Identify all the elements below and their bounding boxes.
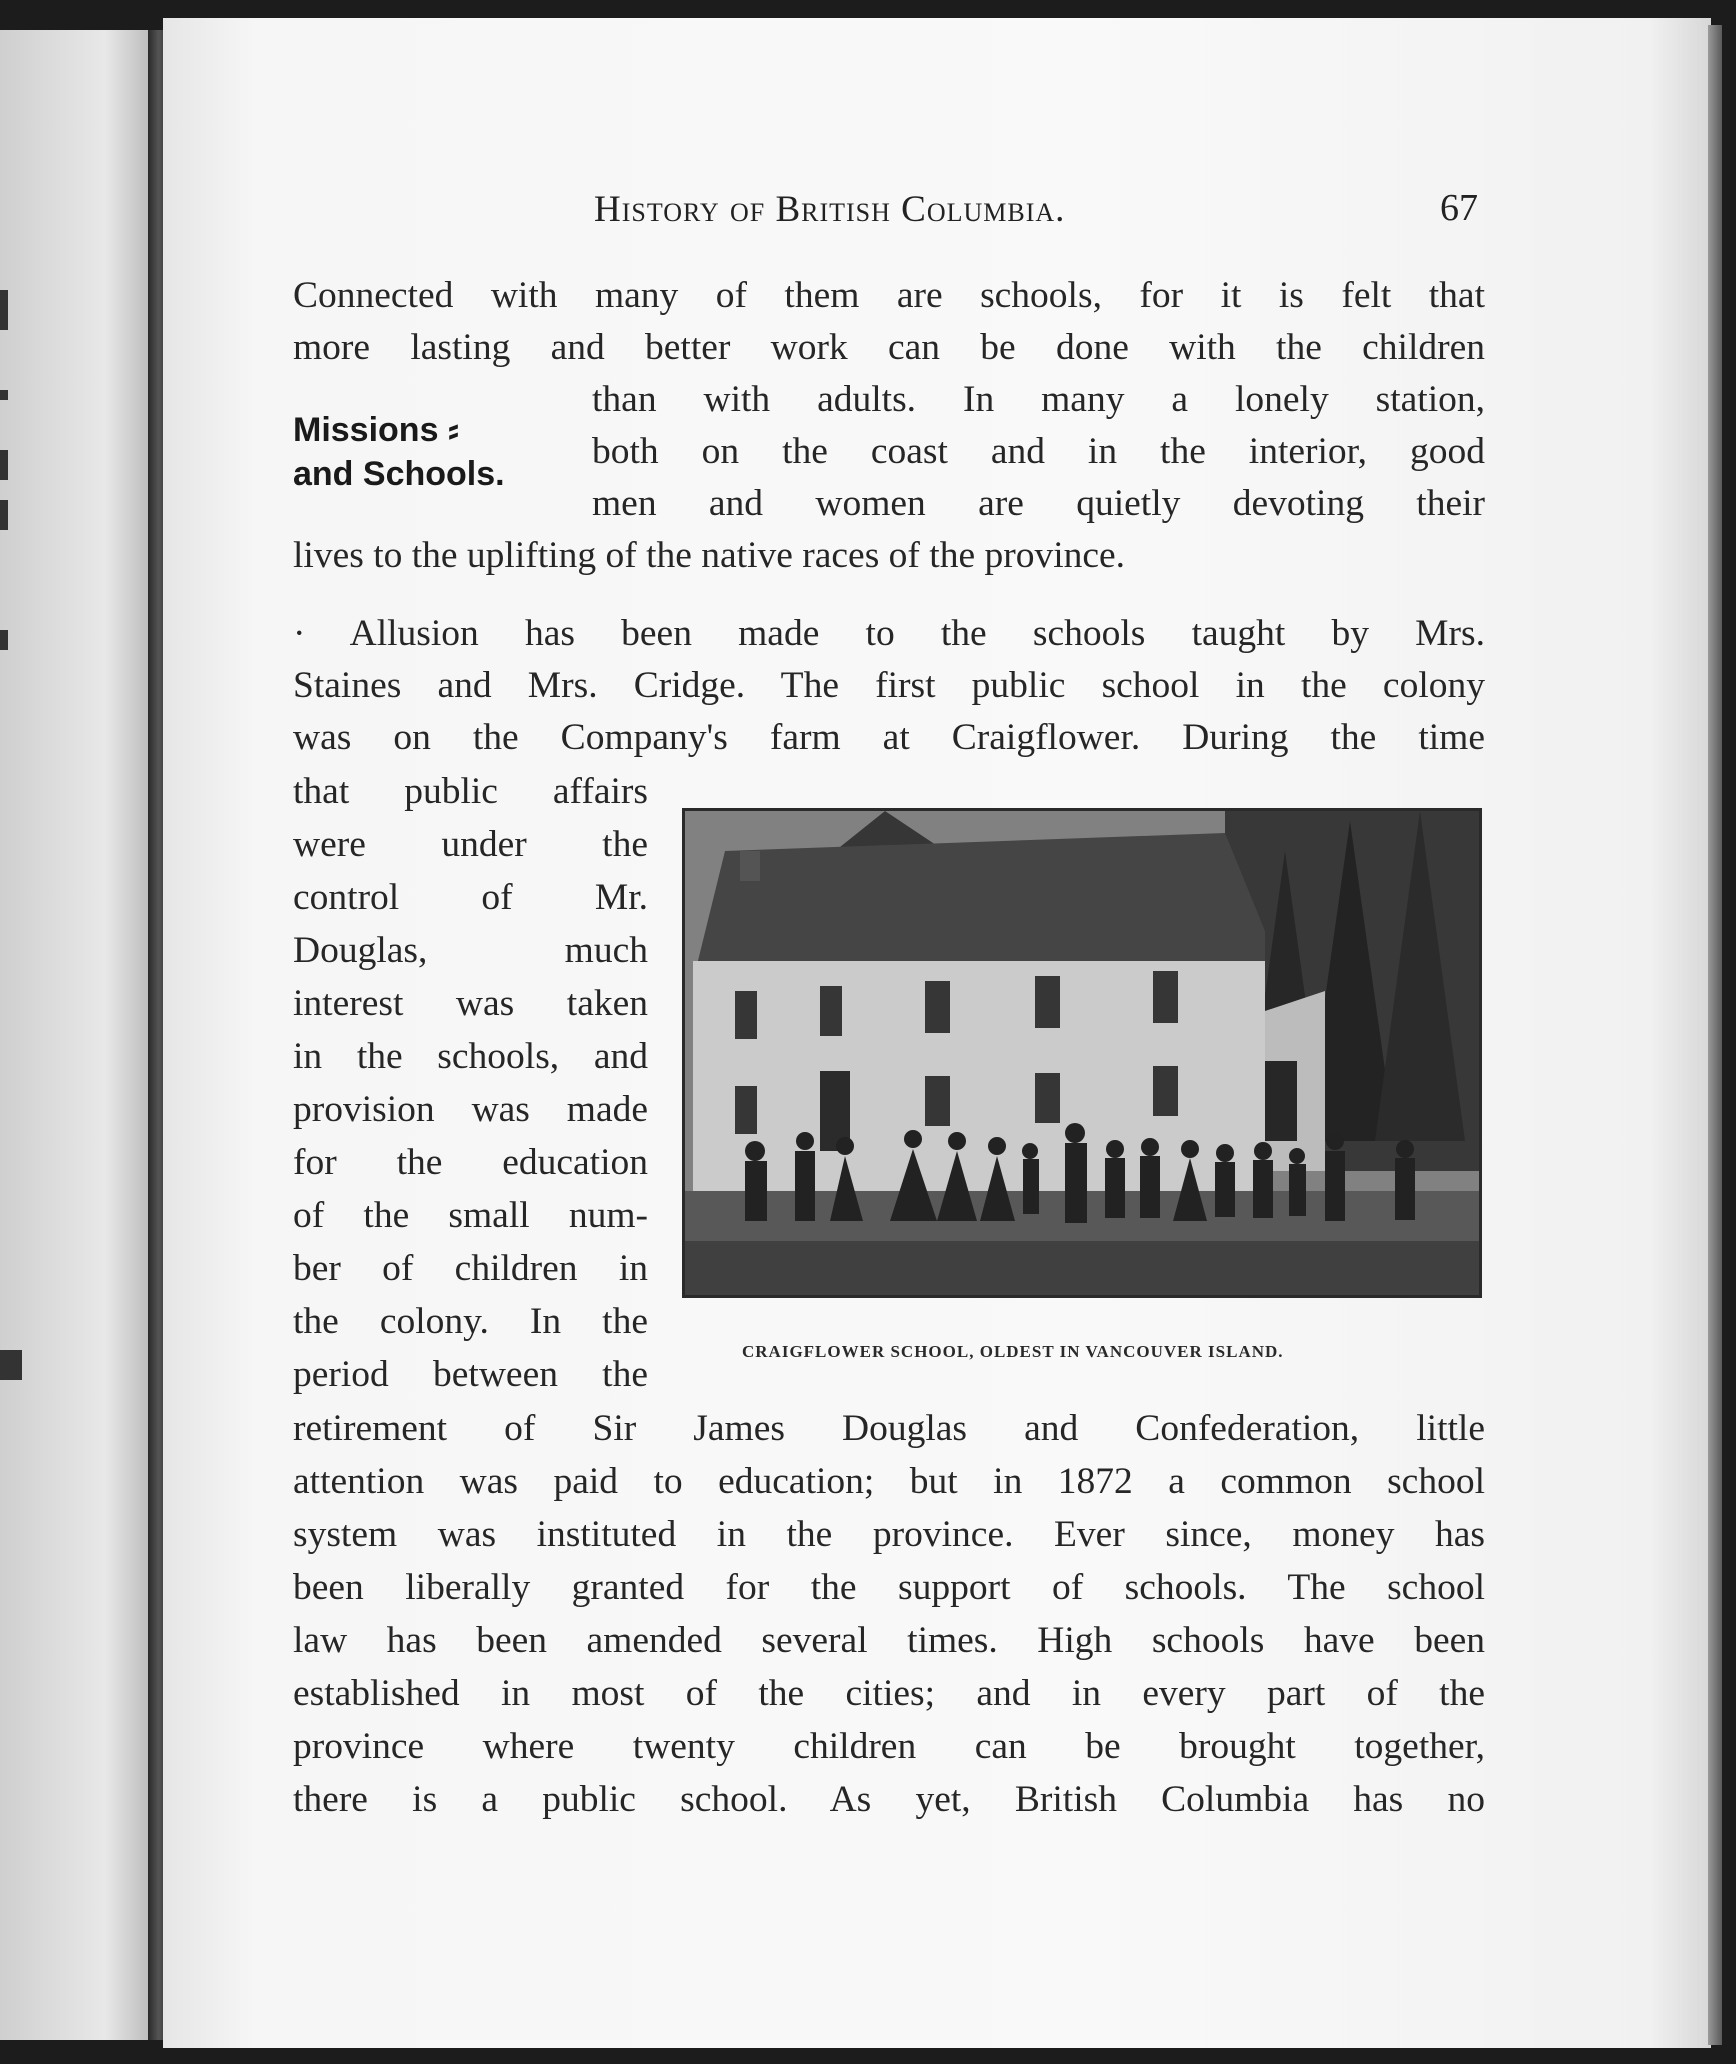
text-line: lives to the uplifting of the native races of the province. (293, 535, 1126, 576)
craigflower-school-photograph (682, 808, 1482, 1298)
page-number: 67 (1440, 187, 1478, 229)
text-line: Douglas, much (293, 930, 648, 971)
text-line: province where twenty children can be brought together, (293, 1726, 1485, 1767)
text-line: that public affairs (293, 771, 648, 812)
text-line: for the education (293, 1142, 648, 1183)
text-line: system was instituted in the province. Ever since, money has (293, 1514, 1485, 1555)
running-title: History of British Columbia. (594, 189, 1066, 230)
margin-sidenote (293, 408, 505, 496)
text-line: than with adults. In many a lonely station, (592, 379, 1485, 420)
text-line: in the schools, and (293, 1036, 648, 1077)
text-line: interest was taken (293, 983, 648, 1024)
page-stack-edge (1708, 25, 1722, 2045)
text-line: men and women are quietly devoting their (592, 483, 1485, 524)
photo-caption: CRAIGFLOWER SCHOOL, OLDEST IN VANCOUVER ISLAND. (742, 1342, 1284, 1361)
text-line: of the small num- (293, 1195, 648, 1236)
text-line: control of Mr. (293, 877, 648, 918)
text-line: there is a public school. As yet, British Columbia has no (293, 1779, 1485, 1820)
text-line: provision was made (293, 1089, 648, 1130)
text-line: retirement of Sir James Douglas and Confederation, little (293, 1408, 1485, 1449)
text-line: law has been amended several times. High schools have been (293, 1620, 1485, 1661)
text-line: · Allusion has been made to the schools taught by Mrs. (293, 613, 1485, 654)
text-line: been liberally granted for the support of schools. The school (293, 1567, 1485, 1608)
sidenote-line: Missions ⸗ (293, 411, 460, 449)
facing-page-edge (0, 30, 150, 2040)
text-line: established in most of the cities; and in every part of the (293, 1673, 1485, 1714)
text-line: period between the (293, 1354, 648, 1395)
sidenote-line: and Schools. (293, 455, 505, 493)
text-line: Connected with many of them are schools, for it is felt that (293, 275, 1485, 316)
text-line: the colony. In the (293, 1301, 648, 1342)
text-line: ber of children in (293, 1248, 648, 1289)
text-line: Staines and Mrs. Cridge. The first public school in the colony (293, 665, 1485, 706)
text-line: was on the Company's farm at Craigflower. During the time (293, 717, 1485, 758)
text-line: were under the (293, 824, 648, 865)
text-line: more lasting and better work can be done with the children (293, 327, 1485, 368)
text-line: attention was paid to education; but in 1872 a common school (293, 1461, 1485, 1502)
text-line: both on the coast and in the interior, good (592, 431, 1485, 472)
